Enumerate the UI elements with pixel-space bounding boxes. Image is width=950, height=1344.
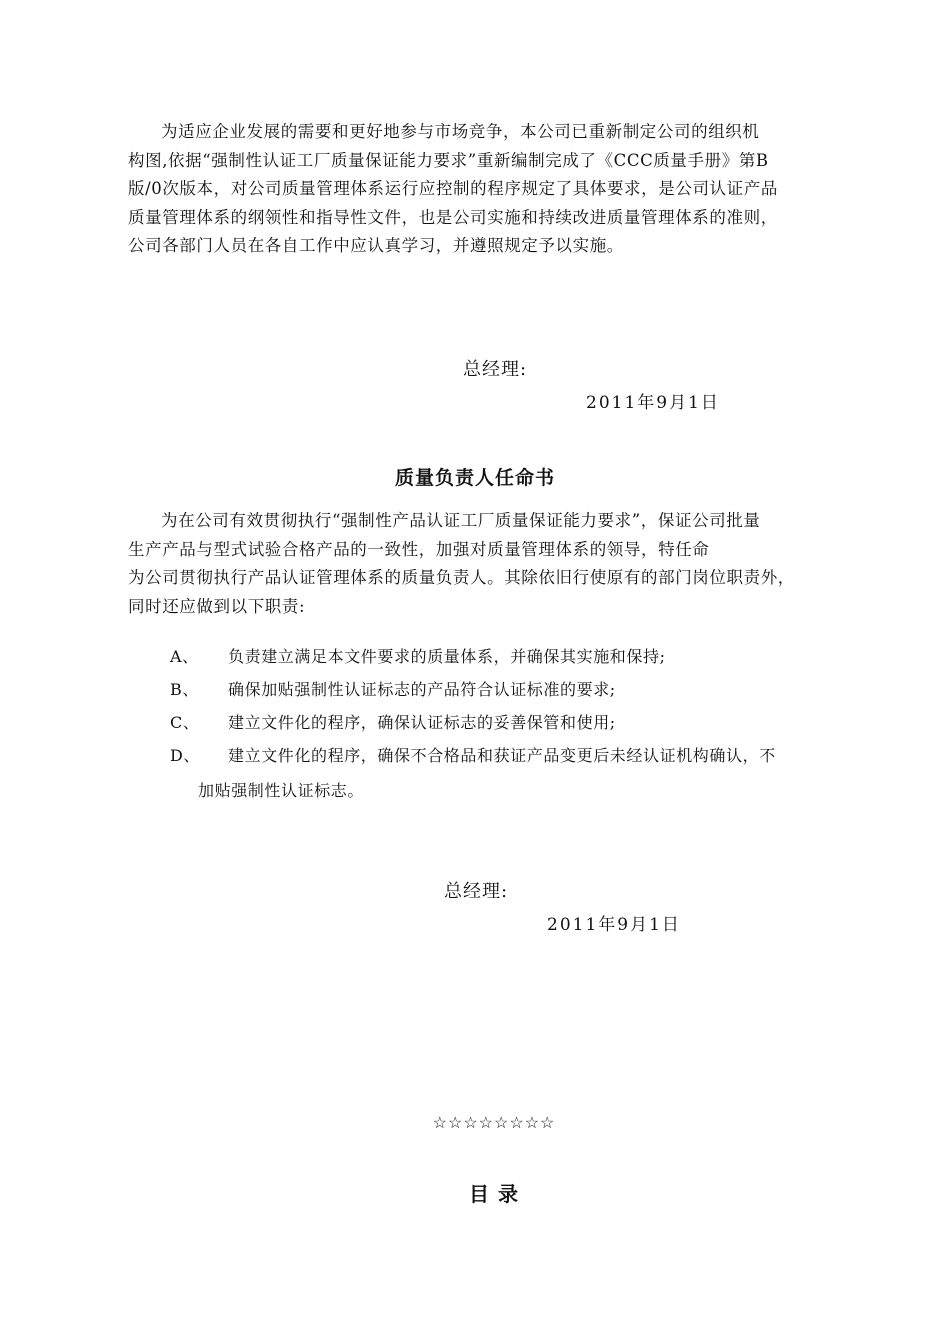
- appointment-title: 质量负责人任命书: [394, 467, 555, 489]
- appointment-line-3: 为公司贯彻执行产品认证管理体系的质量负责人。其除依旧行使原有的部门岗位职责外，: [128, 568, 795, 587]
- list-text: 负责建立满足本文件要求的质量体系，并确保其实施和保持;: [228, 647, 666, 666]
- list-marker: B、: [170, 680, 199, 699]
- list-text: 建立文件化的程序，确保不合格品和获证产品变更后未经认证机构确认，不: [228, 746, 776, 765]
- signature-1-date: 2011年9月1日: [586, 393, 720, 413]
- signature-2-label: 总经理:: [444, 881, 509, 902]
- appointment-line-4: 同时还应做到以下职责:: [128, 596, 306, 616]
- list-marker: D、: [170, 746, 201, 765]
- list-text: 确保加贴强制性认证标志的产品符合认证标准的要求;: [228, 680, 616, 699]
- list-text: 建立文件化的程序，确保认证标志的妥善保管和使用;: [228, 713, 616, 732]
- signature-1-label: 总经理:: [463, 359, 528, 380]
- star-separator: ☆☆☆☆☆☆☆☆: [432, 1113, 556, 1132]
- intro-paragraph: [128, 118, 863, 261]
- intro-line-5: 公司各部门人员在各自工作中应认真学习，并遵照规定予以实施。: [128, 236, 624, 255]
- intro-line-2: 构图,依据“强制性认证工厂质量保证能力要求”重新编制完成了《CCC质量手册》第B: [128, 150, 769, 170]
- list-item: [128, 739, 868, 772]
- intro-line-1: 为适应企业发展的需要和更好地参与市场竞争，本公司已重新制定公司的组织机: [161, 122, 760, 141]
- duty-list: [128, 640, 868, 800]
- list-item-d-continuation: 加贴强制性认证标志。: [198, 781, 365, 800]
- intro-line-4: 质量管理体系的纲领性和指导性文件，也是公司实施和持续改进质量管理体系的准则，: [128, 207, 778, 227]
- appointment-line-1: 为在公司有效贯彻执行“强制性产品认证工厂质量保证能力要求”，保证公司批量: [161, 511, 761, 530]
- toc-title: 目 录: [469, 1182, 519, 1206]
- list-item: [128, 706, 868, 739]
- signature-2-date: 2011年9月1日: [547, 915, 681, 935]
- list-marker: A、: [170, 647, 199, 666]
- appointment-line-2: 生产产品与型式试验合格产品的一致性，加强对质量管理体系的领导，特任命: [128, 539, 710, 559]
- list-marker: C、: [170, 713, 200, 732]
- intro-line-3: 版/0次版本，对公司质量管理体系运行应控制的程序规定了具体要求，是公司认证产品: [128, 179, 778, 198]
- list-item: [128, 673, 868, 706]
- appointment-paragraph: [128, 507, 868, 621]
- list-item: [128, 640, 868, 673]
